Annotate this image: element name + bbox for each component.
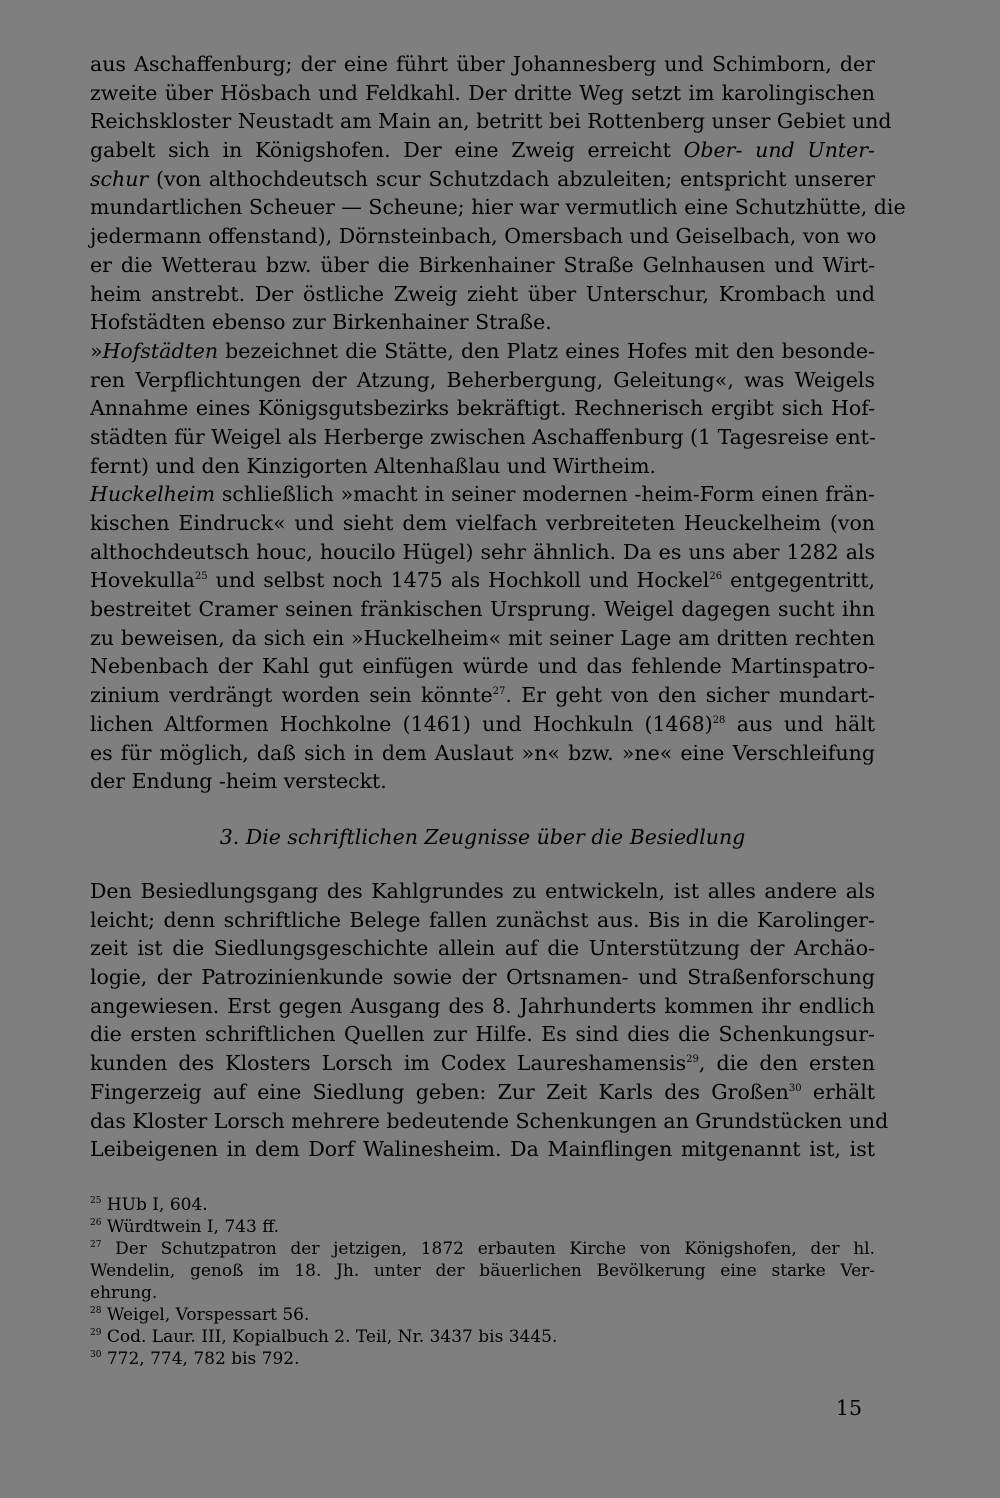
text-line: [90, 767, 875, 796]
text-run: 772, 774, 782 bis 792.: [101, 1349, 300, 1369]
text-run: mundartlichen Scheuer — Scheune; hier war vermutlich eine Schutzhütte, die: [90, 195, 906, 220]
text-run: zinium verdrängt worden sein könnte: [90, 683, 493, 708]
text-run: Den Besiedlungsgang des Kahlgrundes zu entwickeln, ist alles andere als: [90, 879, 875, 903]
text-run: »: [90, 338, 103, 363]
footnotes: [90, 1194, 875, 1370]
text-line: [90, 50, 875, 79]
text-line: [90, 595, 875, 624]
text-run: Nebenbach der Kahl gut einfügen würde und das fehlende Martinspatro-: [90, 654, 875, 679]
text-run: logie, der Patrozinienkunde sowie der Ortsnamen- und Straßenforschung: [90, 965, 875, 990]
text-run: Reichskloster Neustadt am Main an, betritt bei Rottenberg unser Gebiet und: [90, 109, 892, 134]
footnote-line: [90, 1282, 875, 1304]
body-text-bottom: [90, 877, 889, 1164]
text-run: ehrung.: [90, 1283, 158, 1303]
footnote-ref: 26: [90, 1218, 102, 1228]
text-line: [90, 107, 892, 136]
text-line: [90, 877, 875, 906]
text-run: lichen Altformen Hochkolne (1461) und Hochkuln (1468): [90, 711, 713, 736]
text-run: entgegentritt,: [722, 568, 875, 593]
text-run: erhält: [801, 1079, 875, 1104]
footnote-ref: 28: [90, 1306, 102, 1316]
text-run: schur: [90, 166, 149, 191]
text-line: [90, 251, 875, 280]
footnote-ref: 27: [90, 1240, 102, 1250]
text-run: HUb I, 604.: [101, 1195, 208, 1215]
text-line: [90, 906, 875, 935]
text-line: [90, 652, 875, 681]
text-line: [90, 1049, 875, 1078]
text-run: bestreitet Cramer seinen fränkischen Ursprung. Weigel dagegen sucht ihn: [90, 597, 875, 622]
text-run: Weigel, Vorspessart 56.: [101, 1305, 310, 1325]
footnote-line: [90, 1216, 875, 1238]
text-line: [90, 337, 875, 366]
text-run: zu beweisen, da sich ein »Huckelheim« mit seiner Lage am dritten rechten: [90, 625, 875, 650]
text-line: [90, 1078, 875, 1107]
text-line: [90, 624, 875, 653]
footnote-ref: 30: [90, 1350, 102, 1360]
text-line: [90, 710, 875, 739]
text-line: [90, 452, 875, 481]
footnote-ref: 25: [194, 571, 208, 583]
text-line: [90, 423, 875, 452]
text-run: leicht; denn schriftliche Belege fallen zunächst aus. Bis in die Karolinger-: [90, 907, 875, 932]
text-run: Würdtwein I, 743 ff.: [101, 1217, 280, 1237]
text-line: [90, 136, 875, 165]
text-run: aus und hält: [725, 711, 875, 736]
text-run: Huckelheim: [90, 482, 216, 507]
text-run: Leibeigenen in dem Dorf Walinesheim. Da Mainflingen mitgenannt ist, ist: [90, 1137, 875, 1162]
text-run: gabelt sich in Königshofen. Der eine Zweig erreicht: [90, 138, 684, 163]
section-heading: 3. Die schriftlichen Zeugnisse über die Besiedlung: [219, 825, 746, 849]
text-run: angewiesen. Erst gegen Ausgang des 8. Jahrhunderts kommen ihr endlich: [90, 993, 875, 1018]
body-text-top: [90, 50, 906, 796]
text-run: kunden des Klosters Lorsch im Codex Laureshamensis: [90, 1051, 687, 1076]
footnote-ref: 26: [709, 571, 723, 583]
text-line: [90, 681, 875, 710]
text-run: jedermann offenstand), Dörnsteinbach, Omersbach und Geiselbach, von wo: [90, 224, 877, 249]
text-run: schließlich »macht in seiner modernen -heim-Form einen frän-: [215, 482, 875, 507]
text-run: Der Schutzpatron der jetzigen, 1872 erbauten Kirche von Königshofen, der hl.: [101, 1239, 875, 1259]
footnote-ref: 28: [712, 714, 726, 726]
text-run: . Er geht von den sicher mundart-: [505, 683, 875, 708]
text-line: [90, 366, 875, 395]
footnote-ref: 29: [90, 1328, 102, 1338]
text-run: bezeichnet die Stätte, den Platz eines Hofes mit den besonde-: [218, 338, 875, 363]
footnote-line: [90, 1304, 875, 1326]
footnote-line: [90, 1194, 875, 1216]
text-line: [90, 1107, 889, 1136]
text-run: zeit ist die Siedlungsgeschichte allein auf die Unterstützung der Archäo-: [90, 936, 875, 961]
text-run: heim anstrebt. Der östliche Zweig zieht über Unterschur, Krombach und: [90, 281, 875, 306]
text-run: Fingerzeig auf eine Siedlung geben: Zur Zeit Karls des Großen: [90, 1079, 789, 1104]
page-number: 15: [835, 1396, 862, 1420]
text-run: (von althochdeutsch scur Schutzdach abzuleiten; entspricht unserer: [148, 166, 875, 191]
text-run: , die den ersten: [698, 1051, 875, 1076]
text-line: [90, 509, 875, 538]
text-line: [90, 165, 875, 194]
text-line: [90, 1020, 875, 1049]
text-line: [90, 280, 875, 309]
text-line: [90, 566, 875, 595]
footnote-ref: 29: [686, 1054, 699, 1066]
footnote-line: [90, 1260, 875, 1282]
text-run: kischen Eindruck« und sieht dem vielfach verbreiteten Heuckelheim (von: [90, 511, 875, 535]
text-run: Cod. Laur. III, Kopialbuch 2. Teil, Nr. 3437 bis 3445.: [101, 1327, 558, 1347]
text-line: [90, 394, 875, 423]
text-run: das Kloster Lorsch mehrere bedeutende Schenkungen an Grundstücken und: [90, 1108, 889, 1133]
text-run: Wendelin, genoß im 18. Jh. unter der bäuerlichen Bevölkerung eine starke Ver-: [90, 1261, 875, 1281]
text-line: [90, 1135, 875, 1164]
footnote-ref: 25: [90, 1196, 102, 1206]
text-run: Hovekulla: [90, 568, 195, 593]
text-line: [90, 193, 906, 222]
text-line: [90, 934, 875, 963]
text-line: [90, 739, 875, 768]
text-run: Hofstädten ebenso zur Birkenhainer Straße.: [90, 310, 552, 335]
footnote-ref: 27: [492, 686, 506, 698]
text-run: städten für Weigel als Herberge zwischen Aschaffenburg (1 Tagesreise ent-: [90, 424, 876, 449]
text-line: [90, 963, 875, 992]
text-run: fernt) und den Kinzigorten Altenhaßlau und Wirtheim.: [90, 453, 657, 478]
text-run: er die Wetterau bzw. über die Birkenhainer Straße Gelnhausen und Wirt-: [90, 252, 875, 277]
text-run: ren Verpflichtungen der Atzung, Beherbergung, Geleitung«, was Weigels: [90, 367, 875, 392]
text-run: der Endung -heim versteckt.: [90, 769, 387, 794]
text-line: [90, 992, 875, 1021]
text-line: [90, 308, 875, 337]
text-run: zweite über Hösbach und Feldkahl. Der dritte Weg setzt im karolingischen: [90, 80, 875, 105]
text-run: althochdeutsch houc, houcilo Hügel) sehr ähnlich. Da es uns aber 1282 als: [90, 539, 875, 564]
text-run: es für möglich, daß sich in dem Auslaut »n« bzw. »ne« eine Verschleifung: [90, 740, 875, 765]
text-line: [90, 538, 875, 567]
text-run: Hofstädten: [102, 338, 219, 363]
text-run: Annahme eines Königsgutsbezirks bekräftigt. Rechnerisch ergibt sich Hof-: [90, 396, 875, 421]
text-run: und selbst noch 1475 als Hochkoll und Hockel: [207, 568, 710, 593]
text-line: [90, 480, 875, 509]
text-run: die ersten schriftlichen Quellen zur Hilfe. Es sind dies die Schenkungsur-: [90, 1022, 875, 1047]
footnote-line: [90, 1348, 875, 1370]
footnote-ref: 30: [788, 1082, 802, 1094]
text-line: [90, 222, 875, 251]
text-run: Ober- und Unter-: [683, 138, 875, 163]
text-run: aus Aschaffenburg; der eine führt über Johannesberg und Schimborn, der: [90, 52, 875, 76]
footnote-line: [90, 1238, 875, 1260]
footnote-line: [90, 1326, 875, 1348]
text-line: [90, 79, 875, 108]
